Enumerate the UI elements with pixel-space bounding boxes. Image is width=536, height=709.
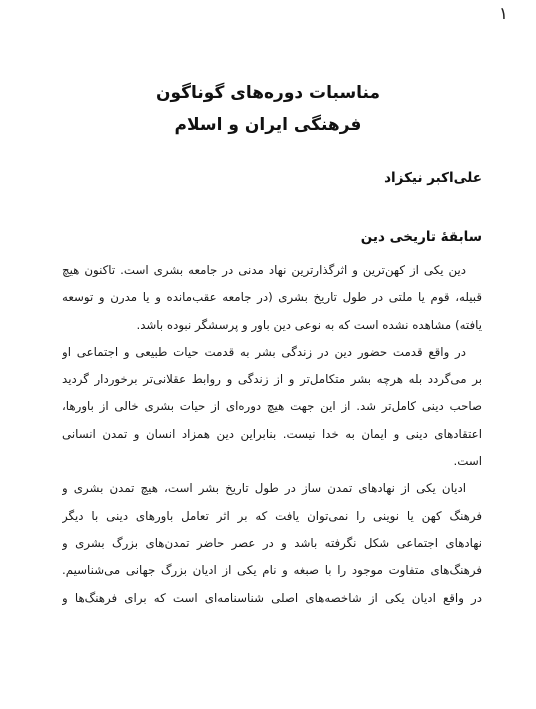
text-line: فرهنگ کهن یا نوینی را نمی‌توان یافت که بر اثر تعامل باورهای دینی با دیگر bbox=[62, 508, 482, 523]
text-line: در واقع قدمت حضور دین در زندگی بشر به قدمت حیات طبیعی و اجتماعی او bbox=[62, 344, 466, 359]
text-line: ادیان یکی از نهادهای تمدن ساز در طول تاریخ بشر است، هیچ تمدن بشری و bbox=[62, 481, 466, 496]
page-number: ۱ bbox=[498, 4, 508, 24]
text-line: دین یکی از کهن‌ترین و اثرگذارترین نهاد مدنی در جامعه بشری است. تاکنون هیچ bbox=[62, 263, 466, 277]
body-text bbox=[62, 257, 482, 612]
author-name: علی‌اکبر نیکزاد bbox=[384, 170, 482, 186]
text-line: است. bbox=[453, 454, 482, 469]
text-line: قبیله، قوم یا ملتی در طول تاریخ بشری (در جامعه عقب‌مانده و یا مدرن و توسعه bbox=[62, 290, 482, 305]
text-line: در واقع ادیان یکی از شاخصه‌های اصلی شناسنامه‌ای است که برای فرهنگ‌ها و bbox=[62, 590, 482, 605]
section-heading: سابقهٔ تاریخی دین bbox=[360, 229, 482, 245]
article-title bbox=[0, 77, 536, 141]
title-line-2: فرهنگی ایران و اسلام bbox=[174, 115, 362, 135]
text-line: اعتقادهای دینی و ایمان به خدا نیست. بنابراین دین همزاد انسان و تمدن انسانی bbox=[62, 426, 482, 441]
text-line: صاحب دینی کامل‌تر شد. از این جهت هیچ دوره‌ای از حیات بشری خالی از باورها، bbox=[62, 399, 482, 414]
text-line: نهادهای اجتماعی شکل نگرفته باشد و در عصر حاضر تمدن‌های بزرگ بشری و bbox=[62, 535, 482, 550]
text-line: یافته) مشاهده نشده است که به نوعی دین باور و پرسشگر نبوده باشد. bbox=[136, 317, 482, 332]
text-line: فرهنگ‌های متفاوت موجود را با صبغه و نام یکی از ادیان بزرگ جهانی می‌شناسیم. bbox=[62, 563, 482, 578]
text-line: بر می‌گردد بله هرچه بشر متکامل‌تر و از زندگی و روابط عقلانی‌تر برخوردار گردید bbox=[62, 372, 482, 387]
title-line-1: مناسبات دوره‌های گوناگون bbox=[155, 83, 381, 103]
